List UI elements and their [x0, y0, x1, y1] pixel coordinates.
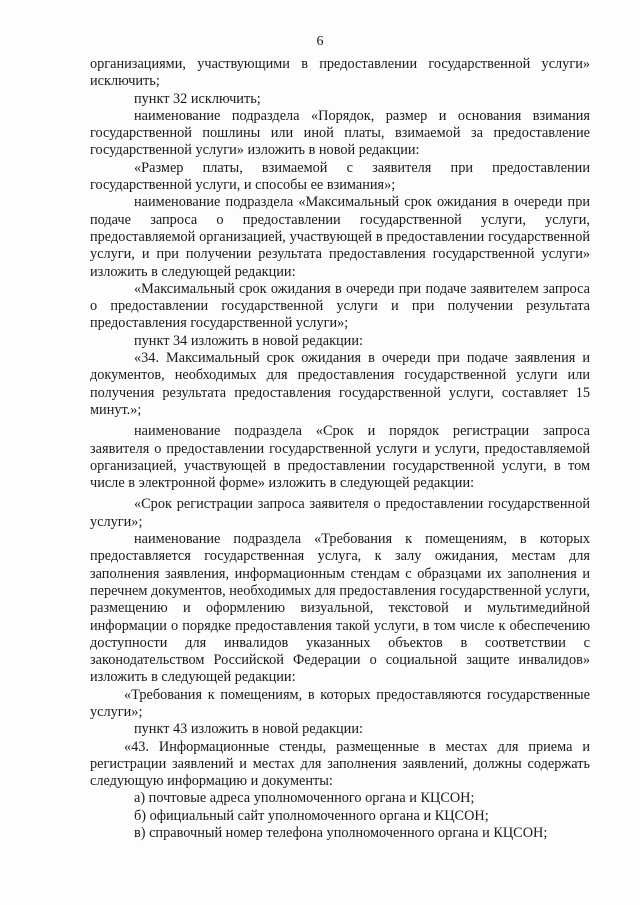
paragraph: наименование подраздела «Срок и порядок регистрации запроса заявителя о предоставлении государственной услуги и услуги, предоставляемой организацией, участвующей в предоставлении государственной услуги, в том числе в электронной форме» изложить в следующей редакции: [90, 423, 590, 492]
paragraph: «34. Максимальный срок ожидания в очереди при подаче заявления и документов, необходимых для предоставления государственной услуги или получения результата предоставления государственной услуги, составляет 15 минут.»; [90, 350, 590, 418]
list-item: а) почтовые адреса уполномоченного органа и КЦСОН; [134, 790, 475, 807]
paragraph: «Максимальный срок ожидания в очереди при подаче заявителем запроса о предоставлении государственной услуги и при получении результата предоставления государственной услуги»; [90, 280, 590, 332]
paragraph: наименование подраздела «Порядок, размер и основания взимания государственной пошлины или иной платы, взимаемой за предоставление государственной услуги» изложить в новой редакции: [90, 107, 590, 159]
page-number: 6 [316, 34, 324, 49]
paragraph: наименование подраздела «Требования к помещениям, в которых предоставляется государственная услуга, к залу ожидания, местам для заполнения заявления, информационным стендам с образцами их заполнения и перечнем документов, необходимых для предоставления государственной услуги, размещению и оформлению визуальной, текстовой и мультимедийной информации о порядке предоставления такой услуги, в том числе к обеспечению доступности для инвалидов указанных объектов в соответствии с законодательством Российской Федерации о социальной защите инвалидов» изложить в следующей редакции: [90, 531, 590, 686]
paragraph: наименование подраздела «Максимальный срок ожидания в очереди при подаче запроса о предоставлении государственной услуги, услуги, предоставляемой организацией, участвующей в предоставлении государственной услуги, и при получении результата предоставления государственной услуги» изложить в следующей редакции: [90, 194, 590, 280]
paragraph: пункт 43 изложить в новой редакции: [134, 721, 363, 738]
list-item: б) официальный сайт уполномоченного органа и КЦСОН; [134, 807, 489, 824]
paragraph: «Размер платы, взимаемой с заявителя при предоставлении государственной услуги, и способы ее взимания»; [90, 159, 590, 194]
paragraph: «Срок регистрации запроса заявителя о предоставлении государственной услуги»; [90, 496, 590, 530]
paragraph: пункт 34 изложить в новой редакции: [134, 332, 363, 349]
document-body [90, 56, 590, 842]
paragraph: «Требования к помещениям, в которых предоставляются государственные услуги»; [90, 686, 590, 720]
paragraph: «43. Информационные стенды, размещенные в местах для приема и регистрации заявлений и местах для заполнения заявлений, должны содержать следующую информацию и документы: [90, 738, 590, 790]
list-item: в) справочный номер телефона уполномоченного органа и КЦСОН; [134, 825, 548, 842]
paragraph: пункт 32 исключить; [134, 90, 261, 107]
paragraph: организациями, участвующими в предоставлении государственной услуги» исключить; [90, 56, 590, 90]
